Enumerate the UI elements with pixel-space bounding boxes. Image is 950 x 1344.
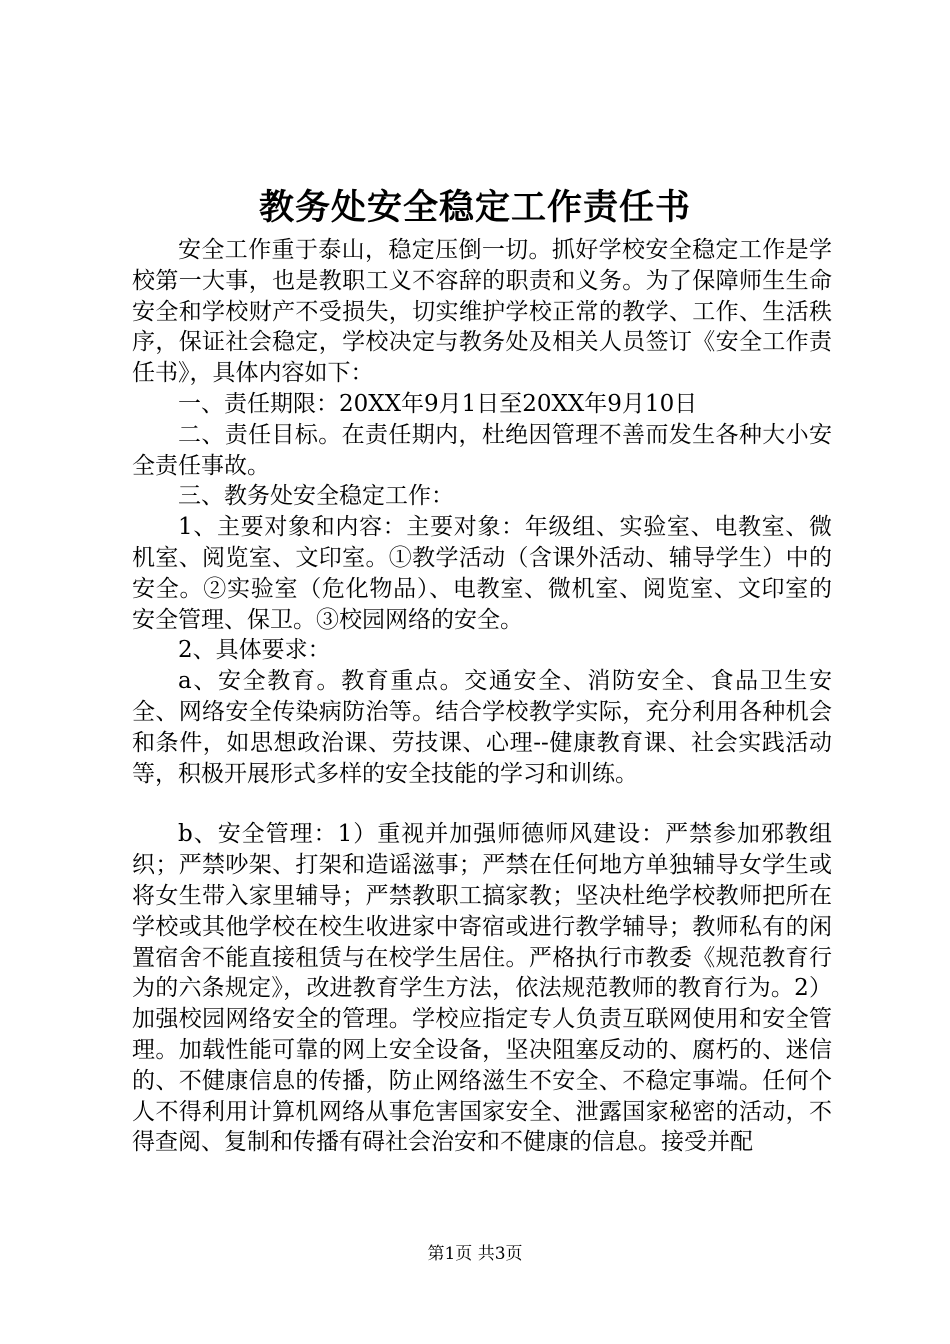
paragraph-safety-management: b、安全管理：1）重视并加强师德师风建设：严禁参加邪教组织；严禁吵架、打架和造谣滋事；严禁在任何地方单独辅导女学生或将女生带入家里辅导；严禁教职工搞家教；坚决杜绝学校教师把所在学校或其他学校在校生收进家中寄宿或进行教学辅导；教师私有的闲置宿舍不能直接租赁与在校学生居住。严格执行市教委《规范教育行为的六条规定》，改进教育学生方法，依法规范教师的教育行为。2）加强校园网络安全的管理。学校应指定专人负责互联网使用和安全管理。加载性能可靠的网上安全设备，坚决阻塞反动的、腐朽的、迷信的、不健康信息的传播，防止网络滋生不安全、不稳定事端。任何个人不得利用计算机网络从事危害国家安全、泄露国家秘密的活动，不得查阅、复制和传播有碍社会治安和不健康的信息。接受并配 <box>132 821 832 1156</box>
paragraph-safety-education: a、安全教育。教育重点。交通安全、消防安全、食品卫生安全、网络安全传染病防治等。结合学校教学实际，充分利用各种机会和条件，如思想政治课、劳技课、心理--健康教育课、社会实践活动等，积极开展形式多样的安全技能的学习和训练。 <box>132 668 832 787</box>
paragraph-requirements: 2、具体要求： <box>178 637 331 664</box>
paragraph-section-three: 三、教务处安全稳定工作： <box>178 483 454 510</box>
paragraph-term: 一、责任期限：20XX年9月1日至20XX年9月10日 <box>178 390 698 417</box>
page-footer: 第1页 共3页 <box>427 1244 523 1264</box>
paragraph-objects: 1、主要对象和内容：主要对象：年级组、实验室、电教室、微机室、阅览室、文印室。①教学活动（含课外活动、辅导学生）中的安全。②实验室（危化物品）、电教室、微机室、阅览室、文印室的安全管理、保卫。③校园网络的安全。 <box>132 514 832 633</box>
paragraph-goal: 二、责任目标。在责任期内，杜绝因管理不善而发生各种大小安全责任事故。 <box>132 421 832 479</box>
paragraph-intro: 安全工作重于泰山，稳定压倒一切。抓好学校安全稳定工作是学校第一大事，也是教职工义不容辞的职责和义务。为了保障师生生命安全和学校财产不受损失，切实维护学校正常的教学、工作、生活秩序，保证社会稳定，学校决定与教务处及相关人员签订《安全工作责任书》，具体内容如下： <box>132 237 832 387</box>
document-body <box>132 235 832 1158</box>
document-title: 教务处安全稳定工作责任书 <box>258 187 691 228</box>
